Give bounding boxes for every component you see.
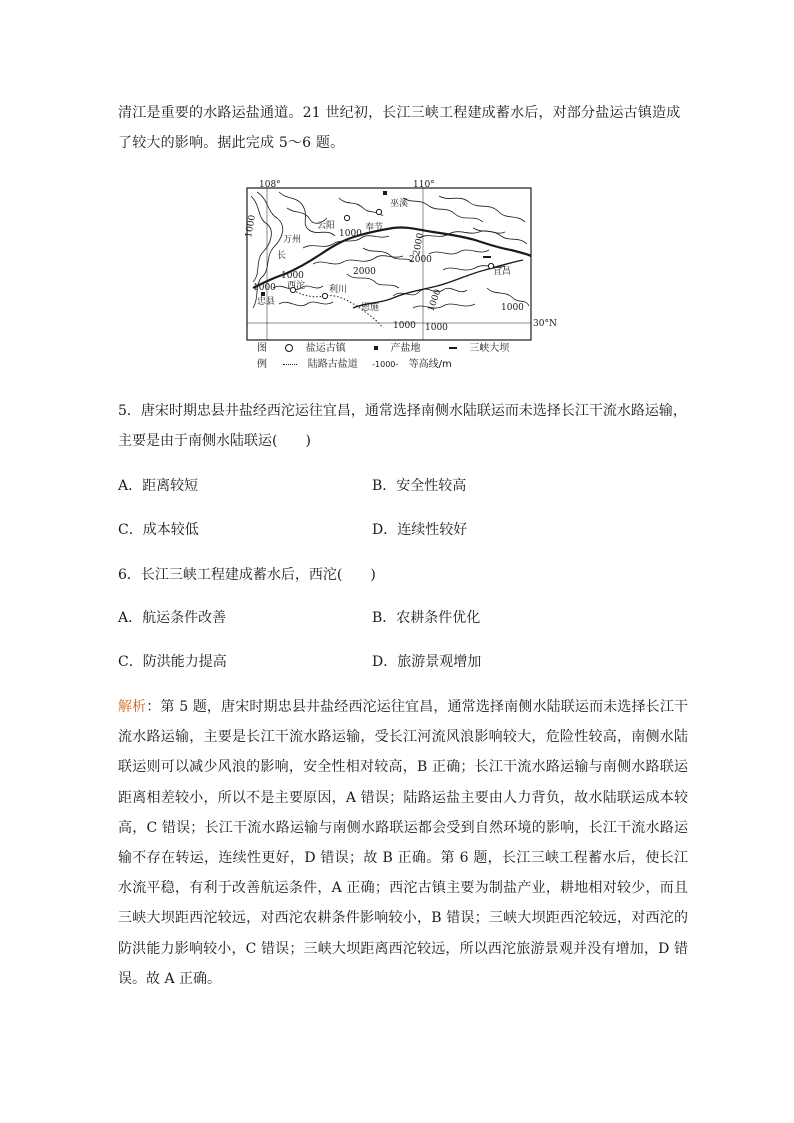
label-lon-108: 108° [259, 180, 281, 190]
three-gorges-dam [483, 256, 491, 258]
legend-li: 例 [257, 359, 267, 370]
map-frame [247, 188, 531, 340]
legend-contour-label: 等高线/m [408, 359, 452, 370]
label-lichuan: 利川 [329, 285, 348, 295]
label-lat-30: 30°N [533, 319, 557, 329]
legend-row-1 [257, 342, 509, 356]
contour-label: 1000 [253, 283, 276, 293]
contour-label: 1000 [426, 288, 444, 314]
contour-label: 1000 [501, 303, 524, 313]
q6-option-b[interactable]: B．农耕条件优化 [372, 610, 481, 626]
q5-option-d[interactable]: D．连续性较好 [372, 522, 468, 538]
legend-salt-source-icon [374, 346, 378, 350]
legend-contour-sample: -1000- [372, 360, 399, 369]
q6-option-a[interactable]: A．航运条件改善 [118, 610, 227, 626]
question-6-stem [118, 560, 698, 590]
salt-town-fengjie [376, 209, 381, 214]
question-5-stem [118, 396, 698, 456]
contour-label: 1000 [281, 271, 304, 281]
q5-option-c[interactable]: C．成本较低 [118, 522, 199, 538]
intro-paragraph [118, 98, 688, 158]
legend-tu: 图 [257, 343, 267, 354]
salt-town-yunyang [344, 215, 349, 220]
label-wanzhou: 万州 [283, 235, 302, 245]
intro-line-1: 清江是重要的水路运盐通道。21 世纪初，长江三峡工程建成蓄水后，对部分盐运古镇造成 [118, 105, 681, 121]
label-chang: 长 [277, 251, 287, 261]
label-xituo: 西沱 [287, 281, 306, 291]
contour-label: 1000 [425, 323, 448, 333]
label-yichang: 宜昌 [493, 267, 512, 277]
question-5-line-1: 5．唐宋时期忠县井盐经西沱运往宜昌，通常选择南侧水陆联运而未选择长江干流水路运输， [118, 403, 687, 419]
analysis-text: ：第 5 题，唐宋时期忠县井盐经西沱运往宜昌，通常选择南侧水陆联运而未选择长江干流水路运输，主要是长江干流水路运输，受长江河流风浪影响较大，危险性较高，南侧水陆联运则可以减少风浪的影响，安全性相对较高，B 正确；长江干流水路运输与南侧水路联运距离相差较小，所以不是主要原因，A 错误；陆路运盐主要由人力背负，故水陆联运成本较高，C 错误；长江干流水路运输与南侧水路联运都会受到自然环境的影响，长江干流水路运输不存在转运，连续性更好，D 错误；故 B 正确。第 6 题，长江三峡工程蓄水后，使长江水流平稳，有利于改善航运条件，A 正确；西沱古镇主要为制盐产业，耕地相对较少，而且三峡大坝距西沱较远，对西沱农耕条件影响较小，B 错误；三峡大坝距西沱较远，对西沱的防洪能力影响较小，C 错误；三峡大坝距离西沱较远，所以西沱旅游景观并没有增加，D 错误。故 A 正确。 [118, 699, 688, 987]
contour-label: 2000 [412, 232, 426, 257]
analysis-paragraph [118, 692, 688, 994]
label-yunyang: 云阳 [317, 221, 336, 231]
label-fengjie: 奉节 [365, 223, 384, 233]
contour-label: 1000 [393, 321, 416, 331]
legend-dam-label: 三峡大坝 [469, 343, 510, 354]
label-enshi: 恩施 [361, 303, 380, 313]
salt-route-map [243, 178, 557, 378]
q6-option-d[interactable]: D．旅游景观增加 [372, 654, 482, 670]
contour-label: 2000 [353, 267, 376, 277]
q5-option-b[interactable]: B．安全性较高 [372, 478, 467, 494]
legend-dam-icon [449, 347, 457, 349]
analysis-label: 解析 [118, 699, 147, 715]
contour-label: 1000 [339, 229, 362, 239]
legend-road-label: 陆路古盐道 [307, 359, 358, 370]
contour-label: 1000 [244, 214, 258, 239]
q5-option-a[interactable]: A．距离较短 [118, 478, 199, 494]
legend-row-2 [257, 358, 452, 372]
legend-salt-source-label: 产盐地 [390, 343, 421, 354]
question-6-line-1: 6．长江三峡工程建成蓄水后，西沱( ) [118, 567, 376, 583]
label-lon-110: 110° [413, 180, 435, 190]
label-wuxi: 巫溪 [390, 199, 409, 209]
salt-source-wuxi [383, 191, 387, 195]
legend-road-icon [283, 364, 297, 365]
q6-option-c[interactable]: C．防洪能力提高 [118, 654, 227, 670]
legend-salt-town-icon [285, 344, 293, 352]
label-zhongxian: 忠县 [257, 297, 276, 307]
salt-town-lichuan [322, 293, 327, 298]
intro-line-2: 了较大的影响。据此完成 5～6 题。 [118, 135, 345, 151]
contour-label: 2000 [409, 255, 432, 265]
question-5-line-2: 主要是由于南侧水陆联运( ) [118, 433, 311, 449]
legend-salt-town-label: 盐运古镇 [305, 343, 346, 354]
